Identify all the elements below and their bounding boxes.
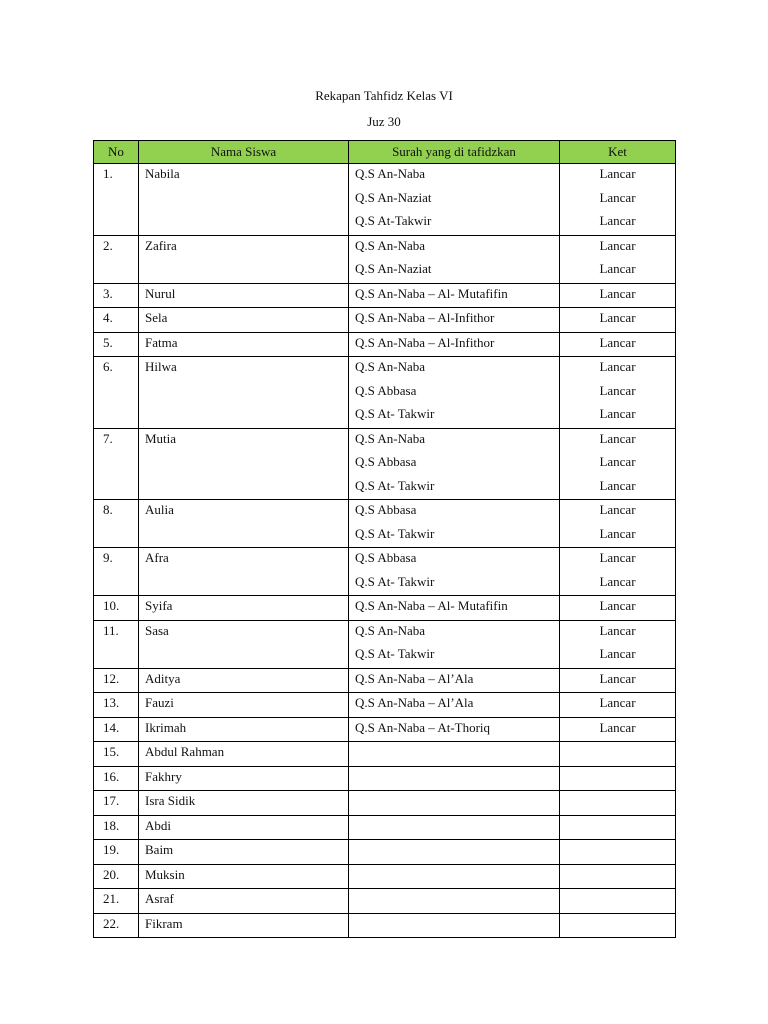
- row-number: 19.: [103, 842, 120, 857]
- cell-surah: [349, 548, 560, 596]
- student-name: Abdi: [145, 817, 171, 833]
- table-row: [94, 742, 676, 767]
- cell-ket: [560, 815, 676, 840]
- cell-name: [139, 283, 349, 308]
- cell-no: [94, 717, 139, 742]
- table-body: [94, 164, 676, 938]
- cell-no: [94, 596, 139, 621]
- ket-entry: [560, 914, 675, 938]
- surah-entry: Q.S An-Naba – Al’Ala: [355, 695, 474, 710]
- cell-surah: [349, 791, 560, 816]
- cell-no: [94, 668, 139, 693]
- ket-entry: Lancar: [599, 285, 636, 301]
- student-name: Aditya: [145, 670, 181, 686]
- cell-ket: [560, 840, 676, 865]
- surah-entry: Q.S An-Naba – Al-Infithor: [355, 310, 495, 325]
- ket-entry: [560, 816, 675, 840]
- cell-ket: [560, 717, 676, 742]
- table-row: [94, 308, 676, 333]
- table-row: [94, 500, 676, 548]
- cell-no: [94, 283, 139, 308]
- student-name: Fikram: [145, 915, 183, 931]
- surah-entry: Q.S An-Naba – Al- Mutafifin: [355, 285, 508, 301]
- cell-no: [94, 428, 139, 500]
- cell-surah: [349, 620, 560, 668]
- row-number: 15.: [103, 744, 120, 759]
- document-title: Rekapan Tahfidz Kelas VI: [315, 88, 453, 103]
- cell-ket: [560, 913, 676, 938]
- cell-no: [94, 840, 139, 865]
- surah-entry: Q.S An-Naba: [355, 359, 426, 374]
- ket-entry: Lancar: [599, 502, 636, 517]
- ket-entry: Lancar: [599, 310, 636, 325]
- cell-no: [94, 357, 139, 429]
- surah-entry: [355, 914, 559, 938]
- table-row: [94, 332, 676, 357]
- surah-entry: Q.S An-Naba – Al-Infithor: [355, 334, 495, 350]
- cell-no: [94, 791, 139, 816]
- cell-name: [139, 742, 349, 767]
- surah-entry: Q.S Abbasa: [355, 454, 417, 469]
- ket-entry: Lancar: [599, 189, 636, 205]
- cell-surah: [349, 332, 560, 357]
- ket-entry: Lancar: [599, 525, 636, 541]
- student-name: Mutia: [145, 430, 177, 446]
- table-row: [94, 913, 676, 938]
- surah-entry: [355, 840, 559, 864]
- surah-entry: Q.S At- Takwir: [355, 646, 435, 661]
- surah-entry: [355, 742, 559, 766]
- surah-entry: Q.S An-Naba: [355, 430, 426, 446]
- cell-surah: [349, 742, 560, 767]
- row-number: 2.: [103, 237, 113, 253]
- cell-ket: [560, 428, 676, 500]
- ket-entry: Lancar: [599, 213, 636, 228]
- table-row: [94, 357, 676, 429]
- cell-ket: [560, 864, 676, 889]
- surah-entry: Q.S An-Naba: [355, 237, 426, 253]
- row-number: 9.: [103, 550, 113, 565]
- cell-no: [94, 693, 139, 718]
- row-number: 3.: [103, 285, 113, 301]
- surah-entry: Q.S At- Takwir: [355, 477, 435, 493]
- cell-surah: [349, 717, 560, 742]
- student-name: Zafira: [145, 237, 177, 253]
- ket-entry: [560, 865, 675, 889]
- table-header-row: [94, 141, 676, 164]
- surah-entry: [355, 865, 559, 889]
- document-subtitle: Juz 30: [367, 114, 401, 129]
- cell-name: [139, 791, 349, 816]
- student-name: Hilwa: [145, 359, 177, 374]
- table-row: [94, 889, 676, 914]
- student-name: Ikrimah: [145, 719, 187, 735]
- surah-entry: Q.S An-Naba: [355, 622, 426, 638]
- ket-entry: [560, 742, 675, 766]
- row-number: 13.: [103, 695, 120, 710]
- student-name: Fatma: [145, 334, 178, 350]
- student-name: Fakhry: [145, 768, 182, 784]
- ket-entry: [560, 767, 675, 791]
- ket-entry: Lancar: [599, 237, 636, 253]
- student-name: Nabila: [145, 166, 180, 181]
- row-number: 4.: [103, 310, 113, 325]
- student-name: Fauzi: [145, 695, 174, 710]
- cell-name: [139, 889, 349, 914]
- cell-ket: [560, 766, 676, 791]
- cell-name: [139, 668, 349, 693]
- cell-name: [139, 596, 349, 621]
- ket-entry: Lancar: [599, 695, 636, 710]
- cell-ket: [560, 283, 676, 308]
- row-number: 22.: [103, 915, 120, 931]
- table-row: [94, 235, 676, 283]
- row-number: 7.: [103, 430, 113, 446]
- cell-surah: [349, 428, 560, 500]
- cell-no: [94, 864, 139, 889]
- row-number: 10.: [103, 598, 120, 613]
- cell-surah: [349, 815, 560, 840]
- ket-entry: Lancar: [599, 406, 636, 421]
- ket-entry: Lancar: [599, 166, 636, 181]
- cell-name: [139, 500, 349, 548]
- cell-name: [139, 717, 349, 742]
- cell-ket: [560, 668, 676, 693]
- tahfidz-table: [93, 140, 676, 938]
- student-name: Abdul Rahman: [145, 744, 225, 759]
- cell-surah: [349, 840, 560, 865]
- cell-ket: [560, 235, 676, 283]
- cell-name: [139, 693, 349, 718]
- ket-entry: Lancar: [599, 573, 636, 589]
- table-row: [94, 791, 676, 816]
- row-number: 18.: [103, 817, 120, 833]
- ket-entry: [560, 889, 675, 913]
- table-row: [94, 428, 676, 500]
- row-number: 17.: [103, 793, 120, 808]
- surah-entry: Q.S Abbasa: [355, 382, 417, 398]
- table-row: [94, 548, 676, 596]
- header-surah: Surah yang di tafidzkan: [349, 141, 560, 164]
- cell-surah: [349, 308, 560, 333]
- cell-ket: [560, 791, 676, 816]
- student-name: Muksin: [145, 866, 185, 882]
- row-number: 21.: [103, 891, 120, 906]
- cell-no: [94, 766, 139, 791]
- cell-surah: [349, 668, 560, 693]
- cell-no: [94, 620, 139, 668]
- header-name: Nama Siswa: [139, 141, 349, 164]
- ket-entry: Lancar: [599, 670, 636, 686]
- cell-no: [94, 913, 139, 938]
- ket-entry: Lancar: [599, 719, 636, 735]
- surah-entry: Q.S An-Naba – At-Thoriq: [355, 719, 491, 735]
- cell-surah: [349, 283, 560, 308]
- cell-ket: [560, 308, 676, 333]
- cell-surah: [349, 864, 560, 889]
- table-row: [94, 693, 676, 718]
- surah-entry: Q.S At- Takwir: [355, 573, 435, 589]
- cell-no: [94, 308, 139, 333]
- cell-no: [94, 235, 139, 283]
- table-row: [94, 164, 676, 236]
- ket-entry: Lancar: [599, 261, 636, 276]
- table-row: [94, 766, 676, 791]
- ket-entry: Lancar: [599, 430, 636, 446]
- ket-entry: [560, 840, 675, 864]
- cell-ket: [560, 548, 676, 596]
- ket-entry: Lancar: [599, 622, 636, 638]
- cell-ket: [560, 889, 676, 914]
- cell-no: [94, 742, 139, 767]
- ket-entry: Lancar: [599, 550, 636, 565]
- ket-entry: Lancar: [599, 598, 636, 613]
- surah-entry: Q.S An-Naba – Al- Mutafifin: [355, 598, 508, 613]
- table-row: [94, 840, 676, 865]
- student-name: Aulia: [145, 502, 174, 517]
- cell-name: [139, 332, 349, 357]
- surah-entry: Q.S Abbasa: [355, 550, 417, 565]
- ket-entry: [560, 791, 675, 815]
- surah-entry: Q.S At-Takwir: [355, 213, 432, 228]
- ket-entry: Lancar: [599, 334, 636, 350]
- student-name: Baim: [145, 842, 174, 857]
- cell-name: [139, 235, 349, 283]
- row-number: 14.: [103, 719, 120, 735]
- cell-name: [139, 164, 349, 236]
- student-name: Asraf: [145, 891, 174, 906]
- row-number: 5.: [103, 334, 113, 350]
- ket-entry: Lancar: [599, 477, 636, 493]
- table-row: [94, 596, 676, 621]
- surah-entry: Q.S An-Naba – Al’Ala: [355, 670, 474, 686]
- cell-surah: [349, 500, 560, 548]
- cell-surah: [349, 357, 560, 429]
- surah-entry: Q.S An-Naziat: [355, 261, 432, 276]
- cell-name: [139, 308, 349, 333]
- ket-entry: Lancar: [599, 454, 636, 469]
- student-name: Syifa: [145, 598, 173, 613]
- cell-ket: [560, 742, 676, 767]
- cell-name: [139, 428, 349, 500]
- surah-entry: [355, 791, 559, 815]
- ket-entry: Lancar: [599, 382, 636, 398]
- cell-name: [139, 913, 349, 938]
- row-number: 16.: [103, 768, 120, 784]
- surah-entry: [355, 767, 559, 791]
- student-name: Nurul: [145, 285, 176, 301]
- cell-surah: [349, 889, 560, 914]
- header-no: No: [94, 141, 139, 164]
- table-row: [94, 717, 676, 742]
- surah-entry: Q.S An-Naba: [355, 166, 426, 181]
- surah-entry: Q.S Abbasa: [355, 502, 417, 517]
- student-name: Sela: [145, 310, 168, 325]
- table-row: [94, 620, 676, 668]
- surah-entry: Q.S At- Takwir: [355, 406, 435, 421]
- cell-name: [139, 766, 349, 791]
- cell-ket: [560, 357, 676, 429]
- row-number: 11.: [103, 622, 119, 638]
- table-row: [94, 864, 676, 889]
- cell-ket: [560, 693, 676, 718]
- ket-entry: Lancar: [599, 359, 636, 374]
- table-row: [94, 668, 676, 693]
- student-name: Isra Sidik: [145, 793, 196, 808]
- row-number: 6.: [103, 359, 113, 374]
- cell-ket: [560, 332, 676, 357]
- cell-no: [94, 500, 139, 548]
- cell-no: [94, 815, 139, 840]
- cell-no: [94, 164, 139, 236]
- cell-name: [139, 548, 349, 596]
- cell-name: [139, 840, 349, 865]
- cell-name: [139, 815, 349, 840]
- student-name: Afra: [145, 550, 169, 565]
- surah-entry: [355, 889, 559, 913]
- header-ket: Ket: [560, 141, 676, 164]
- table-row: [94, 283, 676, 308]
- cell-surah: [349, 693, 560, 718]
- cell-surah: [349, 596, 560, 621]
- student-name: Sasa: [145, 622, 169, 638]
- row-number: 8.: [103, 502, 113, 517]
- cell-name: [139, 357, 349, 429]
- cell-ket: [560, 164, 676, 236]
- cell-name: [139, 620, 349, 668]
- surah-entry: Q.S At- Takwir: [355, 525, 435, 541]
- cell-no: [94, 332, 139, 357]
- cell-ket: [560, 596, 676, 621]
- cell-surah: [349, 766, 560, 791]
- cell-name: [139, 864, 349, 889]
- cell-ket: [560, 500, 676, 548]
- cell-surah: [349, 164, 560, 236]
- cell-surah: [349, 235, 560, 283]
- surah-entry: Q.S An-Naziat: [355, 189, 432, 205]
- table-row: [94, 815, 676, 840]
- surah-entry: [355, 816, 559, 840]
- cell-no: [94, 889, 139, 914]
- row-number: 1.: [103, 166, 113, 181]
- row-number: 20.: [103, 866, 120, 882]
- row-number: 12.: [103, 670, 120, 686]
- ket-entry: Lancar: [599, 646, 636, 661]
- cell-ket: [560, 620, 676, 668]
- cell-no: [94, 548, 139, 596]
- cell-surah: [349, 913, 560, 938]
